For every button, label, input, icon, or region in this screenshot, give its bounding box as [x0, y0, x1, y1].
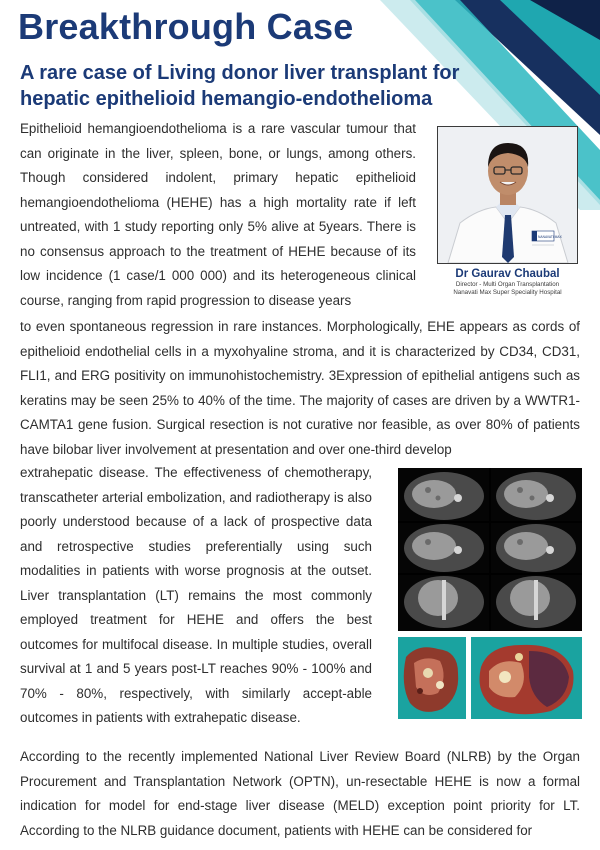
body-paragraph-4: According to the recently implemented National Liver Review Board (NLRB) by the Organ Procurement and Transplantation Network (OPTN), un-resectable HEHE is now a formal indication for model for end-stage liver disease (MELD) exception point priority for LT. According to the NLRB guidance document, patients with HEHE can be considered for	[20, 749, 580, 838]
doctor-designation-line1: Director - Multi Organ Transplantation	[455, 281, 560, 288]
doctor-photo	[437, 126, 578, 264]
liver-specimen-photo-right	[471, 637, 582, 719]
body-paragraph-3: extrahepatic disease. The effectiveness of chemotherapy, transcatheter arterial embolization, and radiotherapy is also poorly understood because of a lack of prospective data and retrospective studies preferentially using such modalities in patients with worse prognosis at the outset. Liver transplantation (LT) remains the most commonly employed treatment for HEHE and offers the best outcomes for multifocal disease. In multiple studies, overall survival at 1 and 5 years post-LT reaches 90% - 100% and 70% - 80%, respectively, with similarly accept-able outcomes in patients with extrahepatic disease.	[20, 465, 372, 725]
liver-specimen-photo-left	[398, 637, 466, 719]
doctor-designation-line2: Nanavati Max Super Speciality Hospital	[453, 289, 562, 296]
article-subtitle: A rare case of Living donor liver transplant for hepatic epithelioid hemangio-endothelioma	[20, 62, 460, 110]
ct-scan-image	[398, 468, 582, 631]
doctor-designation	[437, 281, 578, 297]
body-paragraph-1: Epithelioid hemangioendothelioma is a rare vascular tumour that can originate in the liver, spleen, bone, or lungs, among others. Though considered indolent, primary hepatic epithelioid hemangioendothelioma (HEHE) has a high mortality rate if left untreated, with 1 study reporting only 5% alive at 5years. There is no consensus approach to the treatment of HEHE because of its low incidence (1 case/1 000 000) and its heterogeneous clinical course, ranging from rapid progression to disease years	[20, 121, 416, 308]
doctor-name: Dr Gaurav Chaubal	[455, 268, 560, 280]
body-paragraph-2: to even spontaneous regression in rare instances. Morphologically, EHE appears as cords of epithelioid endothelial cells in a myxohyaline stroma, and it is characterized by CD34, CD31, FLI1, and ERG positivity on immunohistochemistry. 3Expression of epithelial antigens such as keratins may be seen 25% to 40% of the time. The majority of cases are driven by a WWTR1-CAMTA1 gene fusion. Surgical resection is not curative nor feasible, as over 80% of patients have bilobar liver involvement at presentation and over one-third develop	[20, 319, 580, 457]
coat-badge: NANAVATI MAX	[538, 235, 562, 239]
page-title: Breakthrough Case	[18, 6, 354, 47]
doctor-card	[437, 126, 578, 300]
